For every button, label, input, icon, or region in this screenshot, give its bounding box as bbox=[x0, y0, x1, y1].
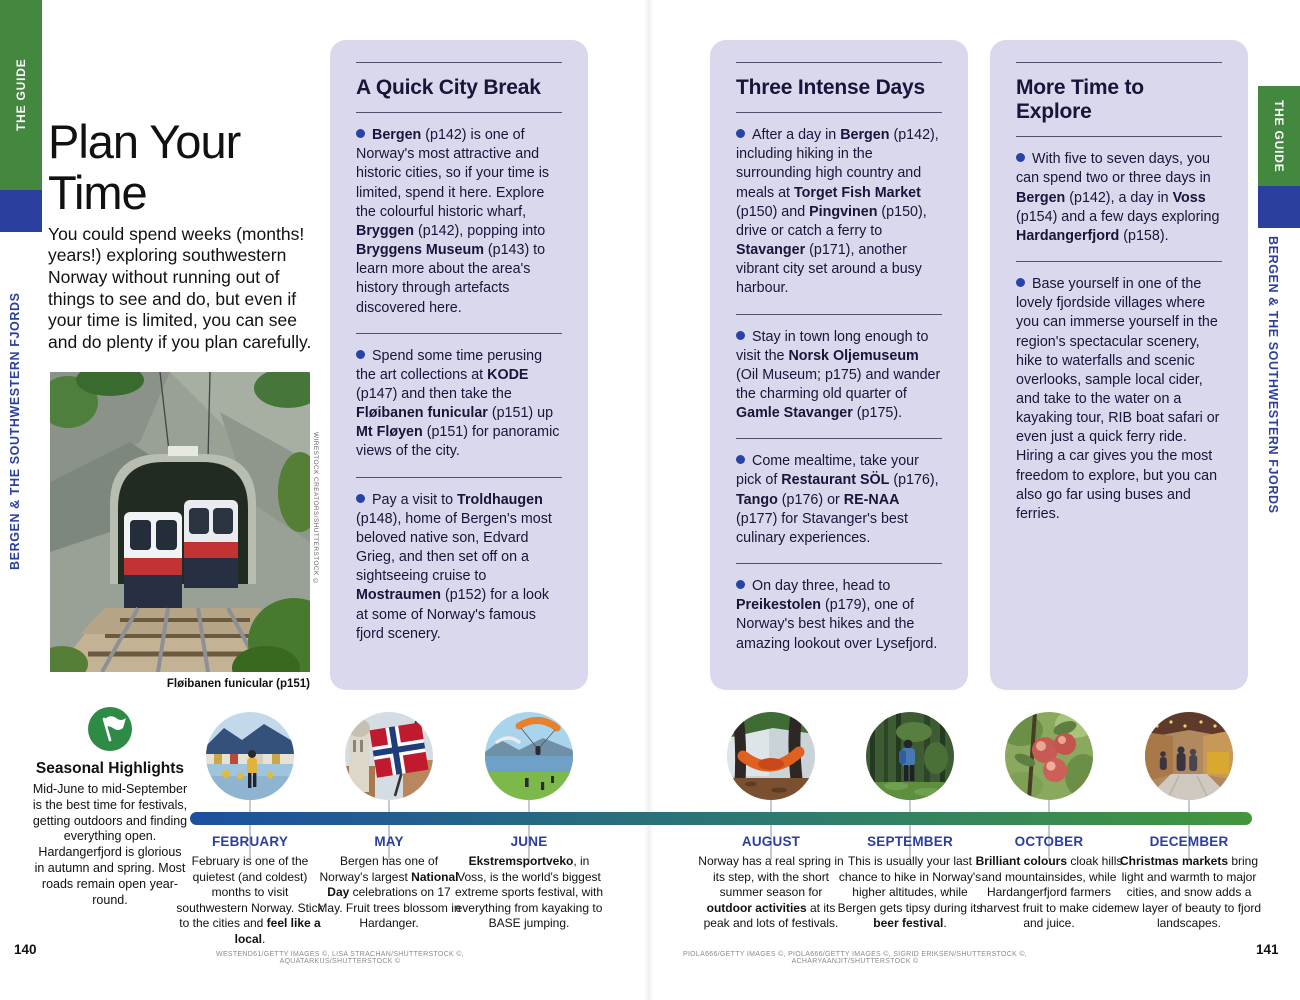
bullet-icon bbox=[736, 455, 745, 464]
divider bbox=[356, 112, 562, 113]
seasonal-title: Seasonal Highlights bbox=[35, 760, 185, 777]
panel-bullet: Spend some time perusing the art collections at KODE (p147) and then take the Fløibanen funicular (p151) up Mt Fløyen (p151) for panoramic views of the city. bbox=[356, 347, 560, 460]
bullet-icon bbox=[736, 580, 745, 589]
guide-tab-label: THE GUIDE bbox=[1272, 99, 1286, 173]
bullet-icon bbox=[356, 494, 365, 503]
september-photo bbox=[866, 712, 954, 800]
month-label: FEBRUARY bbox=[211, 834, 289, 849]
month-text: Norway has a real spring in its step, with the short summer season for outdoor activities at its peak and lots of festivals. bbox=[698, 854, 844, 931]
panel-title: A Quick City Break bbox=[356, 76, 541, 99]
panel-bullet: Base yourself in one of the lovely fjordside villages where you can immerse yourself in the region's spectacular scenery, hike to waterfalls and scenic overlooks, sample local cider, and take to the water on a kayaking tour, RIB boat safari or even just a quick ferry ride. Hiring a car gives you the most freedom to explore, but you can also go far using buses and ferries. bbox=[1016, 276, 1220, 522]
may-photo bbox=[345, 712, 433, 800]
february-photo bbox=[206, 712, 294, 800]
page-title: Plan Your Time bbox=[48, 115, 241, 220]
left-region-label: BERGEN & THE SOUTHWESTERN FJORDS bbox=[8, 292, 22, 570]
left-page-number: 140 bbox=[14, 942, 37, 957]
month-label: JUNE bbox=[510, 834, 548, 849]
month-august bbox=[696, 834, 846, 932]
divider bbox=[356, 62, 562, 63]
seasonal-highlights bbox=[32, 706, 188, 909]
june-photo bbox=[485, 712, 573, 800]
panel-bullet: Pay a visit to Troldhaugen (p148), home of Bergen's most beloved native son, Edvard Grieg, and then set off on a sightseeing cruise to Mostraumen (p152) for a look at some of Norway's famous fjord scenery. bbox=[356, 491, 552, 642]
month-may bbox=[314, 834, 464, 932]
divider bbox=[356, 333, 562, 334]
funicular-car-front bbox=[124, 512, 182, 608]
panel-title: Three Intense Days bbox=[736, 76, 925, 99]
bullet-icon bbox=[1016, 278, 1025, 287]
right-photo-credits: PIOLA666/GETTY IMAGES ©, PIOLA666/GETTY IMAGES ©, SIGRID ERIKSEN/SHUTTERSTOCK ©, ACHARYAANJIT/SHUTTERSTOCK © bbox=[682, 951, 1028, 965]
divider bbox=[736, 563, 942, 564]
bullet-icon bbox=[736, 129, 745, 138]
bullet-icon bbox=[356, 129, 365, 138]
divider bbox=[1016, 261, 1222, 262]
month-label: SEPTEMBER bbox=[867, 834, 953, 849]
panel-quick-city-break bbox=[330, 40, 588, 690]
panel-bullet: On day three, head to Preikestolen (p179), one of Norway's best hikes and the amazing lookout over Lysefjord. bbox=[736, 578, 938, 652]
panel-three-intense-days bbox=[710, 40, 968, 690]
panel-bullet: Bergen (p142) is one of Norway's most attractive and historic cities, so if your time is limited, spend it here. Explore the colourful historic wharf, Bryggen (p142), popping into Bryggens Museum (p143) to learn more about the area's history through artefacts discovered here. bbox=[356, 127, 550, 316]
month-label: MAY bbox=[374, 834, 404, 849]
december-photo bbox=[1145, 712, 1233, 800]
panel-more-time-to-explore bbox=[990, 40, 1248, 690]
month-october bbox=[974, 834, 1124, 932]
flag-icon bbox=[87, 706, 133, 752]
divider bbox=[356, 477, 562, 478]
panel-bullet: With five to seven days, you can spend two or three days in Bergen (p142), a day in Voss (p154) and a few days exploring Hardangerfjord (p158). bbox=[1016, 151, 1220, 244]
divider bbox=[736, 314, 942, 315]
month-label: DECEMBER bbox=[1149, 834, 1229, 849]
month-february bbox=[175, 834, 325, 948]
bullet-icon bbox=[1016, 153, 1025, 162]
intro-paragraph: You could spend weeks (months! years!) exploring southwestern Norway without running out of things to see and do, but even if your time is limited, you can see and do plenty if you plan carefully. bbox=[48, 223, 312, 352]
month-text: Christmas markets bring light and warmth to major cities, and snow adds a new layer of beauty to fjord landscapes. bbox=[1116, 854, 1262, 931]
funicular-photo-art bbox=[50, 372, 310, 672]
month-september bbox=[835, 834, 985, 932]
funicular-car-rear bbox=[184, 500, 238, 588]
photo-credit: WIRESTOCK CREATORS/SHUTTERSTOCK © bbox=[312, 432, 319, 586]
divider bbox=[1016, 62, 1222, 63]
month-text: February is one of the quietest (and coldest) months to visit southwestern Norway. Stick to the cities and feel like a local. bbox=[176, 854, 324, 946]
panel-bullet: After a day in Bergen (p142), including hiking in the surrounding high country and meals at Torget Fish Market (p150) and Pingvinen (p150), drive or catch a ferry to Stavanger (p171), another vibrant city set around a busy harbour. bbox=[736, 127, 939, 297]
guide-tab-label: THE GUIDE bbox=[14, 58, 28, 132]
month-label: OCTOBER bbox=[1014, 834, 1084, 849]
funicular-photo bbox=[50, 372, 310, 672]
divider bbox=[736, 62, 942, 63]
october-photo bbox=[1005, 712, 1093, 800]
page-fold bbox=[644, 0, 654, 1000]
panel-bullet: Come mealtime, take your pick of Restaurant SÖL (p176), Tango (p176) or RE-NAA (p177) for Stavanger's best culinary experiences. bbox=[736, 453, 939, 546]
divider bbox=[736, 438, 942, 439]
month-text: Bergen has one of Norway's largest National Day celebrations on 17 May. Fruit trees blossom in Hardanger. bbox=[317, 854, 461, 931]
bullet-icon bbox=[356, 350, 365, 359]
right-blue-tab bbox=[1258, 186, 1300, 228]
panel-title: More Time to Explore bbox=[1016, 76, 1144, 124]
right-page-number: 141 bbox=[1256, 942, 1279, 957]
right-region-label: BERGEN & THE SOUTHWESTERN FJORDS bbox=[1266, 236, 1280, 514]
left-guide-tab bbox=[0, 0, 42, 190]
month-text: Ekstremsportveko, in Voss, is the world's biggest extreme sports festival, with everything from kayaking to BASE jumping. bbox=[454, 854, 604, 931]
photo-caption: Fløibanen funicular (p151) bbox=[166, 678, 310, 690]
month-label: AUGUST bbox=[741, 834, 801, 849]
seasonal-body: Mid-June to mid-September is the best time for festivals, getting outdoors and finding everything open. Hardangerfjord is glorious in autumn and spring. Most roads remain open year-round. bbox=[32, 781, 188, 907]
panel-bullet: Stay in town long enough to visit the Norsk Oljemuseum (Oil Museum; p175) and wander the charming old quarter of Gamle Stavanger (p175). bbox=[736, 328, 941, 422]
august-photo bbox=[727, 712, 815, 800]
divider bbox=[1016, 136, 1222, 137]
divider bbox=[736, 112, 942, 113]
month-text: Brilliant colours cloak hills and mountainsides, while Hardangerfjord farmers harvest fruit to make cider and juice. bbox=[975, 854, 1123, 931]
left-blue-tab bbox=[0, 190, 42, 232]
month-december bbox=[1114, 834, 1264, 932]
right-guide-tab bbox=[1258, 86, 1300, 186]
left-photo-credits: WESTEND61/GETTY IMAGES ©, LISA STRACHAN/SHUTTERSTOCK ©, AQUATARKUS/SHUTTERSTOCK © bbox=[216, 951, 464, 965]
month-text: This is usually your last chance to hike in Norway's higher altitudes, while Bergen gets tipsy during its beer festival. bbox=[837, 854, 983, 931]
timeline-bar bbox=[190, 812, 1252, 825]
bullet-icon bbox=[736, 331, 745, 340]
month-june bbox=[454, 834, 604, 932]
